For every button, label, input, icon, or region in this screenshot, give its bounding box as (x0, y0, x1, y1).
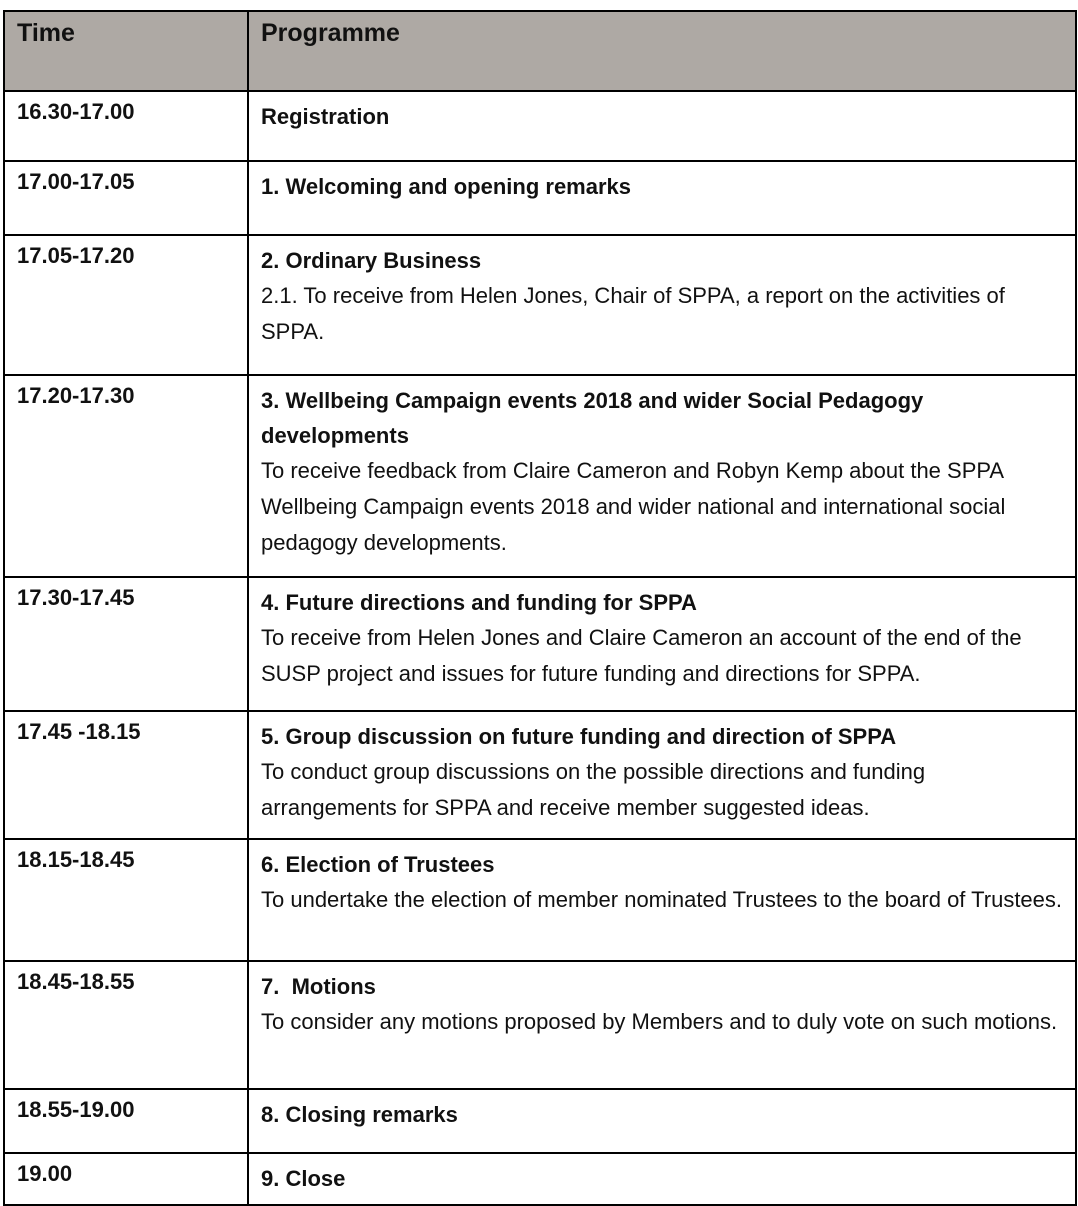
programme-cell (248, 1153, 1076, 1205)
item-title: 2. Ordinary Business (261, 248, 482, 273)
programme-cell (248, 577, 1076, 711)
item-description: 2.1. To receive from Helen Jones, Chair of SPPA, a report on the activities of SPPA. (261, 283, 1005, 344)
time-cell: 17.45 -18.15 (4, 711, 248, 839)
item-title: 7. Motions (261, 974, 376, 999)
programme-cell (248, 1089, 1076, 1153)
time-cell: 17.30-17.45 (4, 577, 248, 711)
table-header-row (4, 11, 1076, 91)
programme-cell (248, 711, 1076, 839)
item-title: 8. Closing remarks (261, 1102, 458, 1127)
time-cell: 19.00 (4, 1153, 248, 1205)
table-row (4, 1153, 1076, 1205)
programme-cell (248, 91, 1076, 161)
item-title: 5. Group discussion on future funding and direction of SPPA (261, 724, 897, 749)
item-title: 4. Future directions and funding for SPPA (261, 590, 697, 615)
table-row (4, 961, 1076, 1089)
table-row (4, 235, 1076, 375)
item-title: 9. Close (261, 1166, 346, 1191)
time-cell: 16.30-17.00 (4, 91, 248, 161)
table-row (4, 91, 1076, 161)
agenda-table (3, 10, 1077, 1206)
time-cell: 18.55-19.00 (4, 1089, 248, 1153)
programme-cell (248, 235, 1076, 375)
header-cell-programme: Programme (248, 11, 1076, 91)
table-row (4, 375, 1076, 577)
table-row (4, 577, 1076, 711)
table-row (4, 711, 1076, 839)
table-row (4, 1089, 1076, 1153)
item-description: To undertake the election of member nominated Trustees to the board of Trustees. (261, 887, 1063, 913)
item-title: 6. Election of Trustees (261, 852, 495, 877)
item-title: Registration (261, 104, 390, 129)
programme-cell (248, 375, 1076, 577)
table-row (4, 839, 1076, 961)
item-description: To receive from Helen Jones and Claire Cameron an account of the end of the SUSP project and issues for future funding and directions for SPPA. (261, 625, 1022, 686)
time-cell: 17.05-17.20 (4, 235, 248, 375)
programme-cell (248, 161, 1076, 235)
time-cell: 17.00-17.05 (4, 161, 248, 235)
item-title: 3. Wellbeing Campaign events 2018 and wider Social Pedagogy developments (261, 388, 930, 449)
item-description: To receive feedback from Claire Cameron and Robyn Kemp about the SPPA Wellbeing Campaign events 2018 and wider national and international social pedagogy developments. (261, 458, 1006, 555)
table-row (4, 161, 1076, 235)
time-cell: 18.15-18.45 (4, 839, 248, 961)
item-description: To consider any motions proposed by Members and to duly vote on such motions. (261, 1009, 1058, 1035)
header-cell-time: Time (4, 11, 248, 91)
item-description: To conduct group discussions on the possible directions and funding arrangements for SPPA and receive member suggested ideas. (261, 759, 926, 820)
item-title: 1. Welcoming and opening remarks (261, 174, 632, 199)
time-cell: 18.45-18.55 (4, 961, 248, 1089)
time-cell: 17.20-17.30 (4, 375, 248, 577)
programme-cell (248, 839, 1076, 961)
programme-cell (248, 961, 1076, 1089)
